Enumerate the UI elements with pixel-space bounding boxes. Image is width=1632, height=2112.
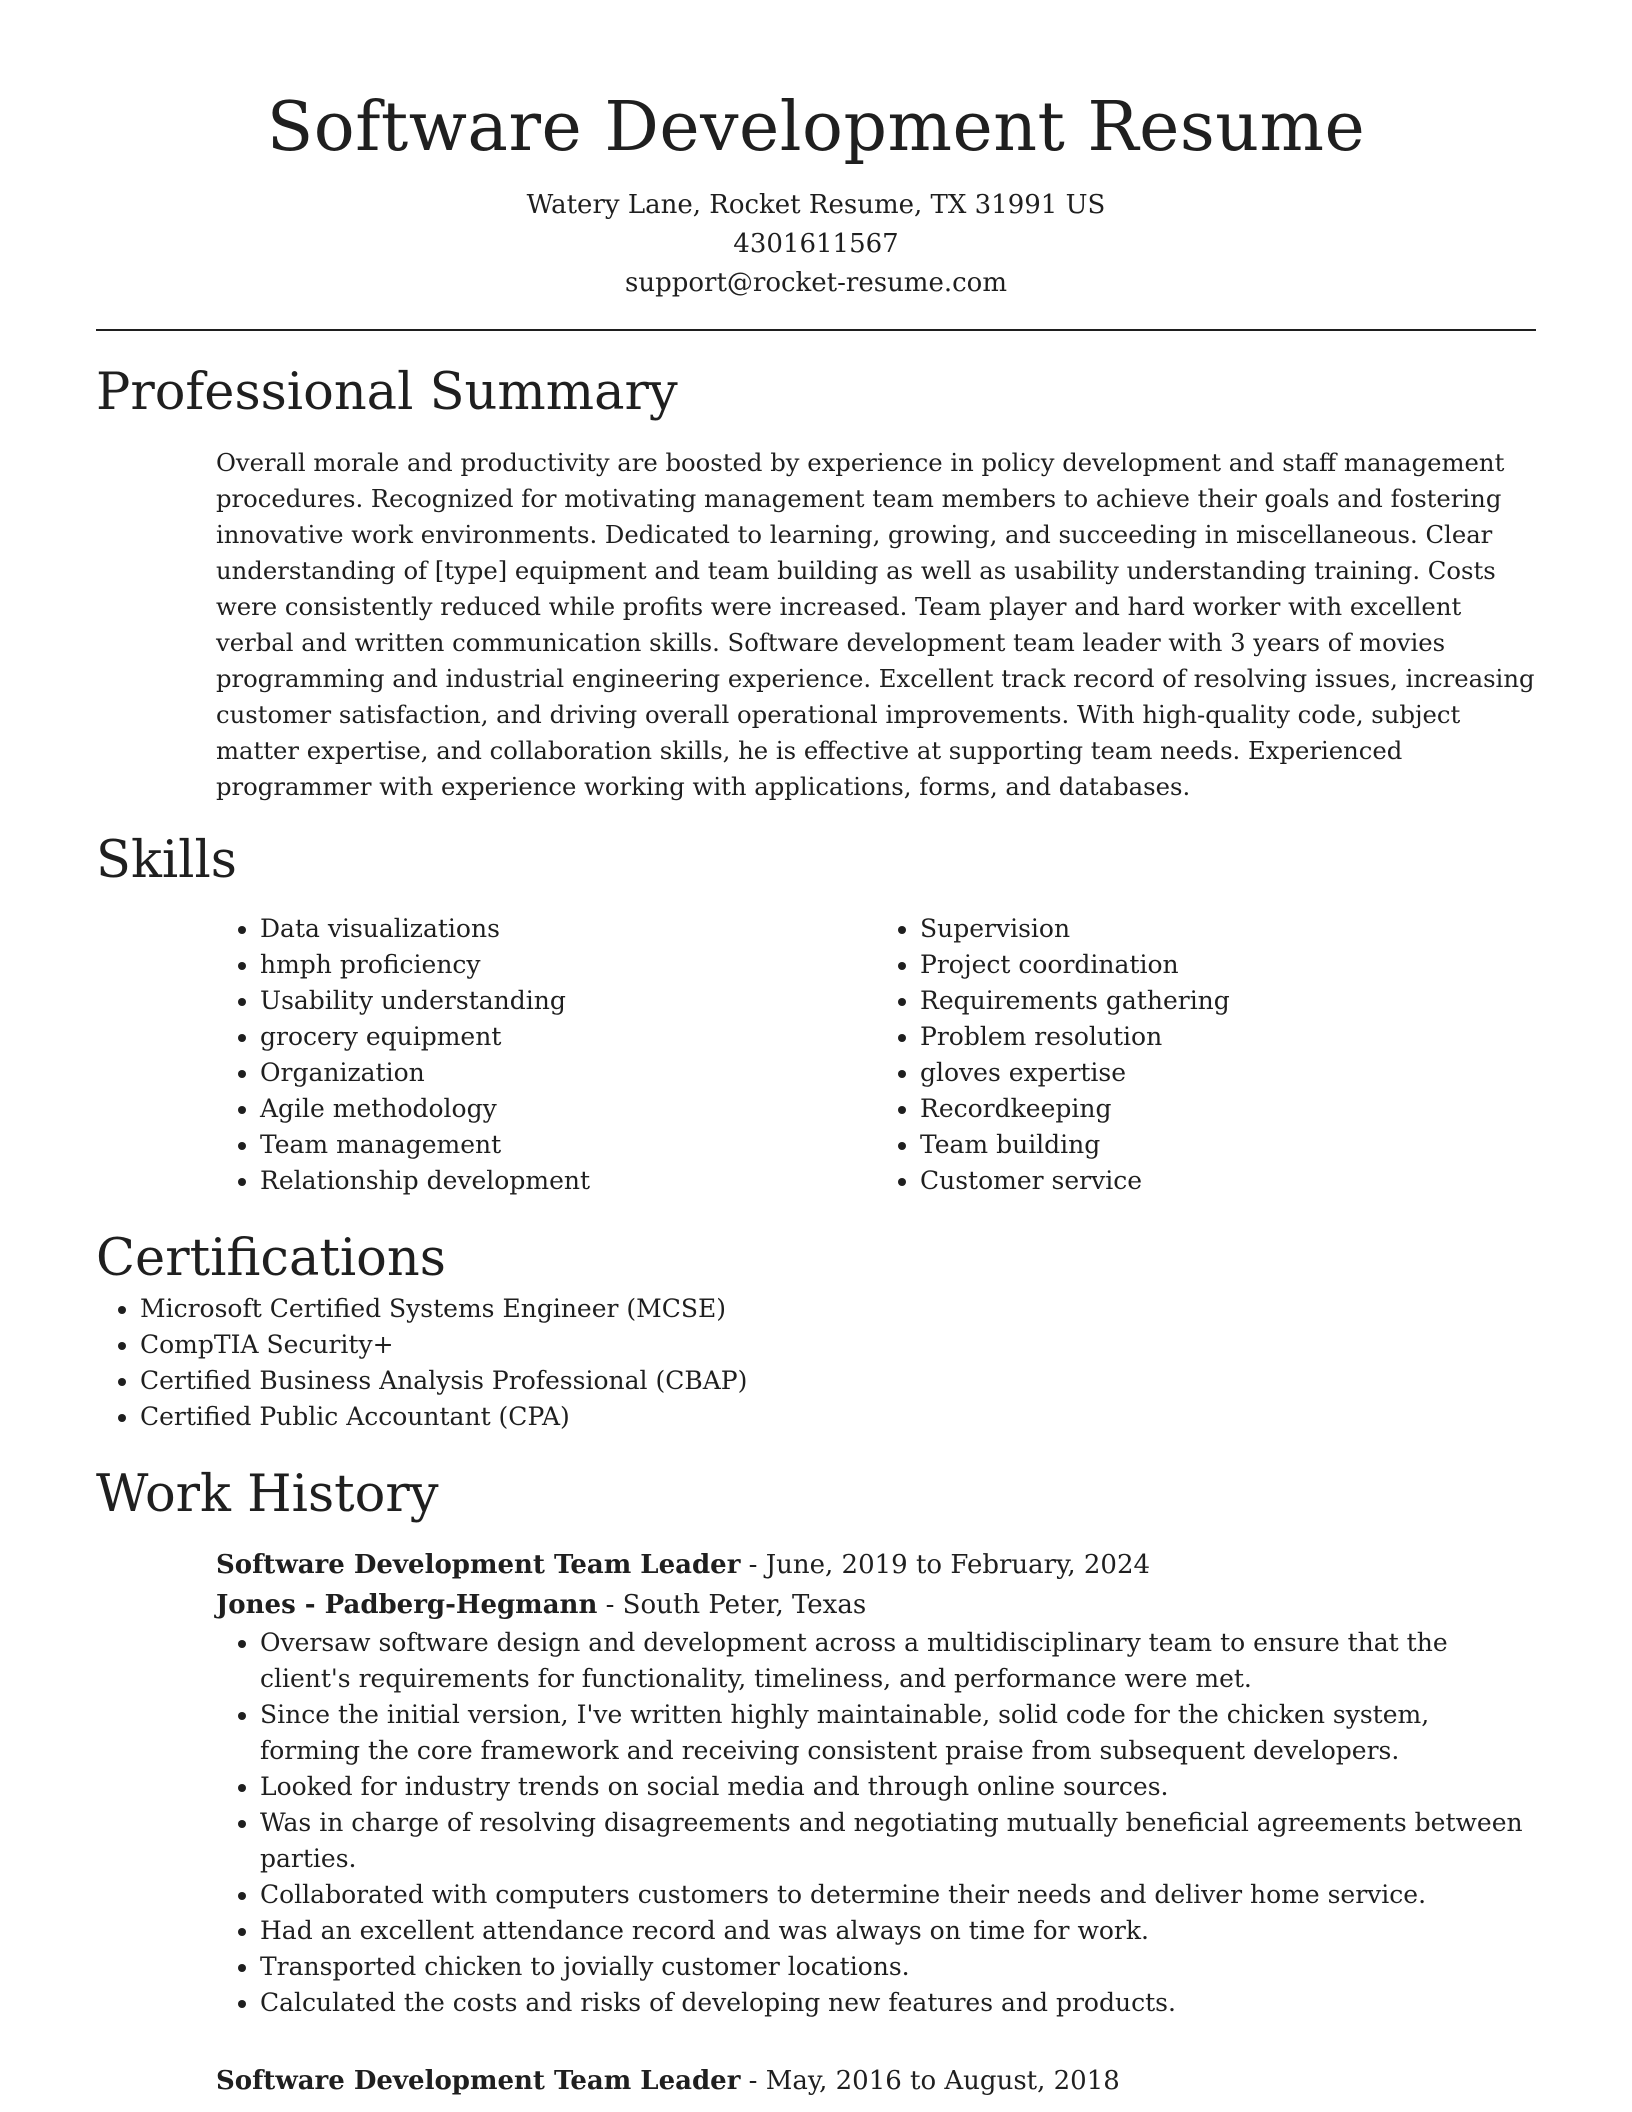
- job-entry: [216, 2061, 1536, 2101]
- certifications-section: [96, 1227, 1536, 1435]
- job-responsibilities: [216, 1625, 1536, 2021]
- certification-item: • Microsoft Certified Systems Engineer (MCSE): [140, 1291, 1536, 1327]
- contact-phone: 4301611567: [733, 229, 899, 259]
- skills-section: [96, 829, 1536, 1199]
- responsibility-item: • Collaborated with computers customers to determine their needs and deliver home service.: [260, 1877, 1536, 1913]
- work-history-section: [96, 1463, 1536, 2101]
- skills-grid: [216, 911, 1536, 1199]
- responsibility-item: • Was in charge of resolving disagreements and negotiating mutually beneficial agreements between parties.: [260, 1805, 1536, 1877]
- job-entry: [216, 1545, 1536, 2021]
- job-title-line: [216, 2061, 1536, 2101]
- skill-item: • Customer service: [920, 1163, 1536, 1199]
- responsibility-item: • Oversaw software design and development across a multidisciplinary team to ensure that the client's requirements for functionality, timeliness, and performance were met.: [260, 1625, 1536, 1697]
- job-company: Jones - Padberg-Hegmann: [216, 1590, 598, 1620]
- responsibility-item: • Had an excellent attendance record and was always on time for work.: [260, 1913, 1536, 1949]
- skill-item: • Usability understanding: [260, 983, 876, 1019]
- contact-email: support@rocket-resume.com: [624, 268, 1007, 298]
- responsibility-item: • Transported chicken to jovially customer locations.: [260, 1949, 1536, 1985]
- certification-item: • CompTIA Security+: [140, 1327, 1536, 1363]
- responsibility-item: • Since the initial version, I've written highly maintainable, solid code for the chicken system, forming the core framework and receiving consistent praise from subsequent developers.: [260, 1697, 1536, 1769]
- resume-title: Software Development Resume: [266, 88, 1366, 167]
- skills-heading: Skills: [96, 831, 237, 890]
- skill-item: • Project coordination: [920, 947, 1536, 983]
- job-dates: - June, 2019 to February, 2024: [740, 1550, 1151, 1580]
- job-role: Software Development Team Leader: [216, 1550, 741, 1580]
- resume-page: [96, 0, 1536, 2101]
- summary-text: Overall morale and productivity are boosted by experience in policy development and staff management procedures. Recognized for motivating management team members to achieve their goals and fostering innovative work environments. Dedicated to learning, growing, and succeeding in miscellaneous. Clear understanding of [type] equipment and team building as well as usability understanding training. Costs were consistently reduced while profits were increased. Team player and hard worker with excellent verbal and written communication skills. Software development team leader with 3 years of movies programming and industrial engineering experience. Excellent track record of resolving issues, increasing customer satisfaction, and driving overall operational improvements. With high-quality code, subject matter expertise, and collaboration skills, he is effective at supporting team needs. Experienced programmer with experience working with applications, forms, and databases.: [216, 448, 1535, 801]
- header-divider: [96, 329, 1536, 331]
- responsibility-item: • Looked for industry trends on social media and through online sources.: [260, 1769, 1536, 1805]
- job-location: - South Peter, Texas: [597, 1590, 867, 1620]
- summary-heading: Professional Summary: [96, 363, 678, 422]
- skills-list-right: [876, 911, 1536, 1199]
- work-history-heading: Work History: [96, 1465, 439, 1524]
- contact-address: Watery Lane, Rocket Resume, TX 31991 US: [526, 190, 1106, 220]
- skill-item: • Relationship development: [260, 1163, 876, 1199]
- skill-item: • Organization: [260, 1055, 876, 1091]
- certifications-list: [96, 1291, 1536, 1435]
- skills-list-left: [216, 911, 876, 1199]
- skill-item: • Recordkeeping: [920, 1091, 1536, 1127]
- skill-item: • hmph proficiency: [260, 947, 876, 983]
- certification-item: • Certified Business Analysis Professional (CBAP): [140, 1363, 1536, 1399]
- skill-item: • Problem resolution: [920, 1019, 1536, 1055]
- skill-item: • Team building: [920, 1127, 1536, 1163]
- skill-item: • Supervision: [920, 911, 1536, 947]
- certifications-heading: Certifications: [96, 1229, 446, 1288]
- skill-item: • grocery equipment: [260, 1019, 876, 1055]
- skill-item: • Team management: [260, 1127, 876, 1163]
- certification-item: • Certified Public Accountant (CPA): [140, 1399, 1536, 1435]
- skill-item: • Requirements gathering: [920, 983, 1536, 1019]
- contact-info: [96, 186, 1536, 303]
- job-role: Software Development Team Leader: [216, 2066, 741, 2096]
- summary-section: [96, 361, 1536, 805]
- resume-header: [96, 0, 1536, 303]
- job-title-line: [216, 1545, 1536, 1585]
- skill-item: • Agile methodology: [260, 1091, 876, 1127]
- job-company-line: [216, 1585, 1536, 1625]
- job-dates: - May, 2016 to August, 2018: [740, 2066, 1120, 2096]
- skill-item: • gloves expertise: [920, 1055, 1536, 1091]
- responsibility-item: • Calculated the costs and risks of developing new features and products.: [260, 1985, 1536, 2021]
- skill-item: • Data visualizations: [260, 911, 876, 947]
